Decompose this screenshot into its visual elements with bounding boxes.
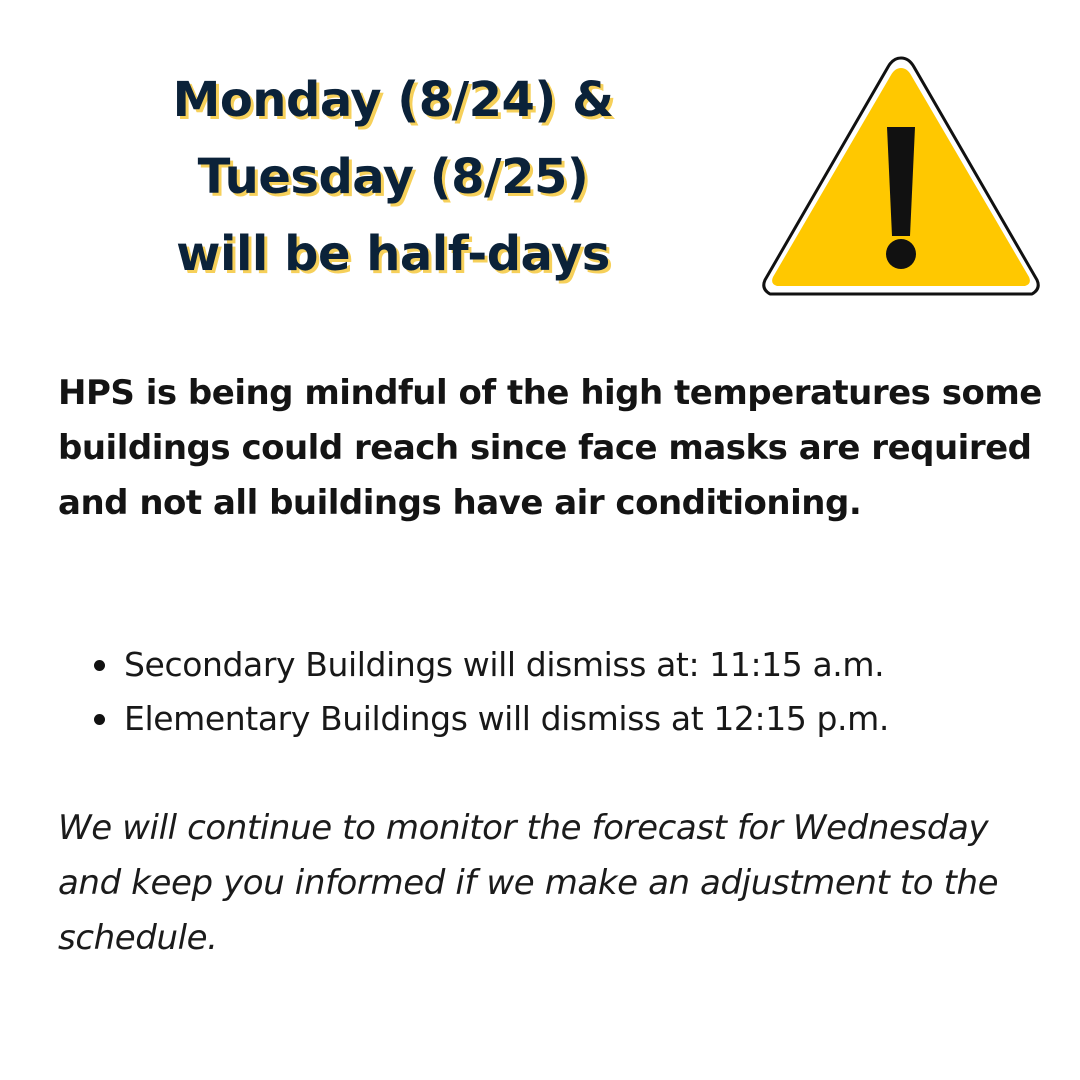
headline-line-3: will be half-days (176, 226, 610, 282)
dismissal-schedule-list (90, 638, 1070, 746)
bullet-icon (94, 660, 105, 671)
warning-icon (760, 55, 1042, 301)
schedule-item-secondary (90, 638, 1070, 692)
headline-line-1: Monday (8/24) & (172, 72, 614, 128)
schedule-item-elementary (90, 692, 1070, 746)
closing-paragraph: We will continue to monitor the forecast for Wednesday and keep you informed if we make an adjustment to the schedule. (58, 808, 999, 958)
headline (118, 62, 668, 293)
schedule-item-text: Elementary Buildings will dismiss at 12:15 p.m. (124, 699, 889, 738)
intro-paragraph: HPS is being mindful of the high temperatures some buildings could reach since face masks are required and not all buildings have air conditioning. (58, 373, 1042, 523)
headline-line-2: Tuesday (8/25) (197, 149, 589, 205)
bullet-icon (94, 714, 105, 725)
schedule-item-text: Secondary Buildings will dismiss at: 11:15 a.m. (124, 645, 885, 684)
